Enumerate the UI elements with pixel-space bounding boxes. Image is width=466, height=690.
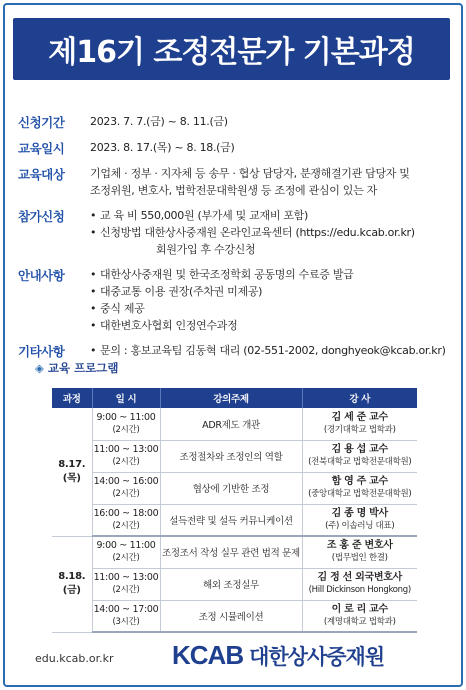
instructor-org: (Hill Dickinson Hongkong) <box>308 585 411 595</box>
instructor-cell <box>302 600 417 632</box>
session-time: 14:00 ~ 17:00 <box>93 603 159 615</box>
program-table <box>52 388 417 633</box>
instructor-cell <box>302 408 417 440</box>
instructor-org: (전북대학교 법학전문대학원) <box>308 457 412 467</box>
day-weekday: (금) <box>62 585 81 596</box>
session-hours: (2시간) <box>112 553 140 564</box>
header-subject: 강의주제 <box>160 388 302 408</box>
info-label: 참가신청 <box>18 209 65 224</box>
info-row <box>18 207 448 258</box>
info-row <box>18 165 448 199</box>
info-bullet: • 교 육 비 550,000원 (부가세 및 교재비 포함) <box>90 207 448 224</box>
session-time: 9:00 ~ 11:00 <box>96 540 156 552</box>
instructor-name: 김 용 섭 교수 <box>331 444 388 455</box>
info-value <box>90 207 448 258</box>
info-label: 안내사항 <box>18 268 65 283</box>
table-header-row <box>52 388 417 408</box>
table-row <box>52 504 417 536</box>
instructor-cell <box>302 536 417 568</box>
instructor-org: (주) 이솝러닝 대표) <box>325 520 395 531</box>
session-hours: (2시간) <box>112 585 140 595</box>
info-row <box>18 266 448 334</box>
session-time: 11:00 ~ 13:00 <box>93 572 159 583</box>
info-line: 2023. 8. 17.(목) ~ 8. 18.(금) <box>90 141 235 154</box>
subject-cell: 협상에 기반한 조정 <box>160 472 302 504</box>
session-hours: (2시간) <box>112 489 140 499</box>
info-bullet: • 중식 제공 <box>90 300 448 317</box>
instructor-cell <box>302 504 417 536</box>
instructor-org: (계명대학교 법학과) <box>323 616 396 627</box>
session-hours: (2시간) <box>112 457 140 467</box>
logo-mark: KCAB <box>172 640 244 670</box>
info-section <box>18 113 448 368</box>
instructor-cell <box>302 440 417 472</box>
session-time: 16:00 ~ 18:00 <box>93 507 159 519</box>
info-value <box>90 139 448 157</box>
info-line: 2023. 7. 7.(금) ~ 8. 11.(금) <box>90 115 228 128</box>
day-date: 8.18. <box>58 571 86 582</box>
info-value <box>90 113 448 131</box>
table-row <box>52 408 417 440</box>
header-course: 과정 <box>52 388 92 408</box>
info-bullet: • 대중교통 이용 권장(주차권 미제공) <box>90 283 448 300</box>
info-row <box>18 113 448 131</box>
table-row <box>52 536 417 568</box>
time-cell <box>92 440 160 472</box>
info-value <box>90 266 448 334</box>
info-sub-line: 회원가입 후 수강신청 <box>156 243 256 256</box>
session-time: 9:00 ~ 11:00 <box>96 411 156 423</box>
instructor-name: 이 로 리 교수 <box>331 603 388 615</box>
header-instructor: 강 사 <box>302 388 417 408</box>
subject-cell: 해외 조정실무 <box>160 568 302 600</box>
info-bullet: • 대한변호사협회 인정연수과정 <box>90 317 448 334</box>
program-heading <box>35 360 119 376</box>
time-cell <box>92 600 160 632</box>
info-label: 신청기간 <box>18 115 65 130</box>
footer-url[interactable]: edu.kcab.or.kr <box>35 652 114 665</box>
instructor-name: 함 영 주 교수 <box>331 476 388 487</box>
table-row <box>52 600 417 632</box>
instructor-name: 조 홍 준 변호사 <box>326 540 393 552</box>
day-weekday: (목) <box>62 472 81 484</box>
subject-cell: 조정 시뮬레이션 <box>160 600 302 632</box>
day-cell <box>52 536 92 632</box>
table-row <box>52 440 417 472</box>
subject-cell: 조정절차와 조정인의 역할 <box>160 440 302 472</box>
time-cell <box>92 472 160 504</box>
info-label: 기타사항 <box>18 344 65 359</box>
instructor-name: 김 세 준 교수 <box>331 411 388 423</box>
info-line: 기업체 · 정부 · 지자체 등 송무 · 협상 담당자, 분쟁해결기관 담당자 및 <box>90 167 410 180</box>
info-value <box>90 342 448 360</box>
info-bullet: • 문의 : 홍보교육팀 김동혁 대리 (02-551-2002, donghyeok@kcab.or.kr) <box>90 342 448 359</box>
time-cell <box>92 536 160 568</box>
instructor-name: 김 정 선 외국변호사 <box>317 572 402 583</box>
header-time: 일 시 <box>92 388 160 408</box>
info-bullet: • 대한상사중재원 및 한국조정학회 공동명의 수료증 발급 <box>90 266 448 283</box>
diamond-icon: ◈ <box>35 361 44 375</box>
logo-name: 대한상사중재원 <box>249 644 385 669</box>
table-row <box>52 568 417 600</box>
instructor-org: (경기대학교 법학과) <box>323 424 396 435</box>
session-time: 11:00 ~ 13:00 <box>93 444 159 455</box>
session-hours: (2시간) <box>112 424 140 435</box>
subject-cell: 설득전략 및 설득 커뮤니케이션 <box>160 504 302 536</box>
subject-cell: ADR제도 개관 <box>160 408 302 440</box>
info-label: 교육일시 <box>18 141 65 156</box>
instructor-org: (법무법인 한결) <box>331 553 388 564</box>
day-cell <box>52 408 92 536</box>
info-label: 교육대상 <box>18 167 65 182</box>
page-title: 제16기 조정전문가 기본과정 <box>13 18 450 80</box>
instructor-cell <box>302 568 417 600</box>
info-row <box>18 342 448 360</box>
session-time: 14:00 ~ 16:00 <box>93 476 159 487</box>
info-value <box>90 165 448 199</box>
program-heading-label: 교육 프로그램 <box>47 361 119 375</box>
info-row <box>18 139 448 157</box>
session-hours: (3시간) <box>112 616 140 627</box>
info-bullet: • 신청방법 대한상사중재원 온라인교육센터 (https://edu.kcab.or.kr) <box>90 224 448 241</box>
time-cell <box>92 568 160 600</box>
time-cell <box>92 504 160 536</box>
subject-cell: 조정조서 작성 실무 관련 법적 문제 <box>160 536 302 568</box>
day-date: 8.17. <box>58 458 86 470</box>
instructor-cell <box>302 472 417 504</box>
session-hours: (2시간) <box>112 520 140 531</box>
time-cell <box>92 408 160 440</box>
kcab-logo <box>172 640 384 671</box>
table-row <box>52 472 417 504</box>
info-line: 조정위원, 변호사, 법학전문대학원생 등 조정에 관심이 있는 자 <box>90 184 377 197</box>
instructor-name: 김 종 명 박사 <box>331 507 388 519</box>
instructor-org: (중앙대학교 법학전문대학원) <box>308 489 412 499</box>
